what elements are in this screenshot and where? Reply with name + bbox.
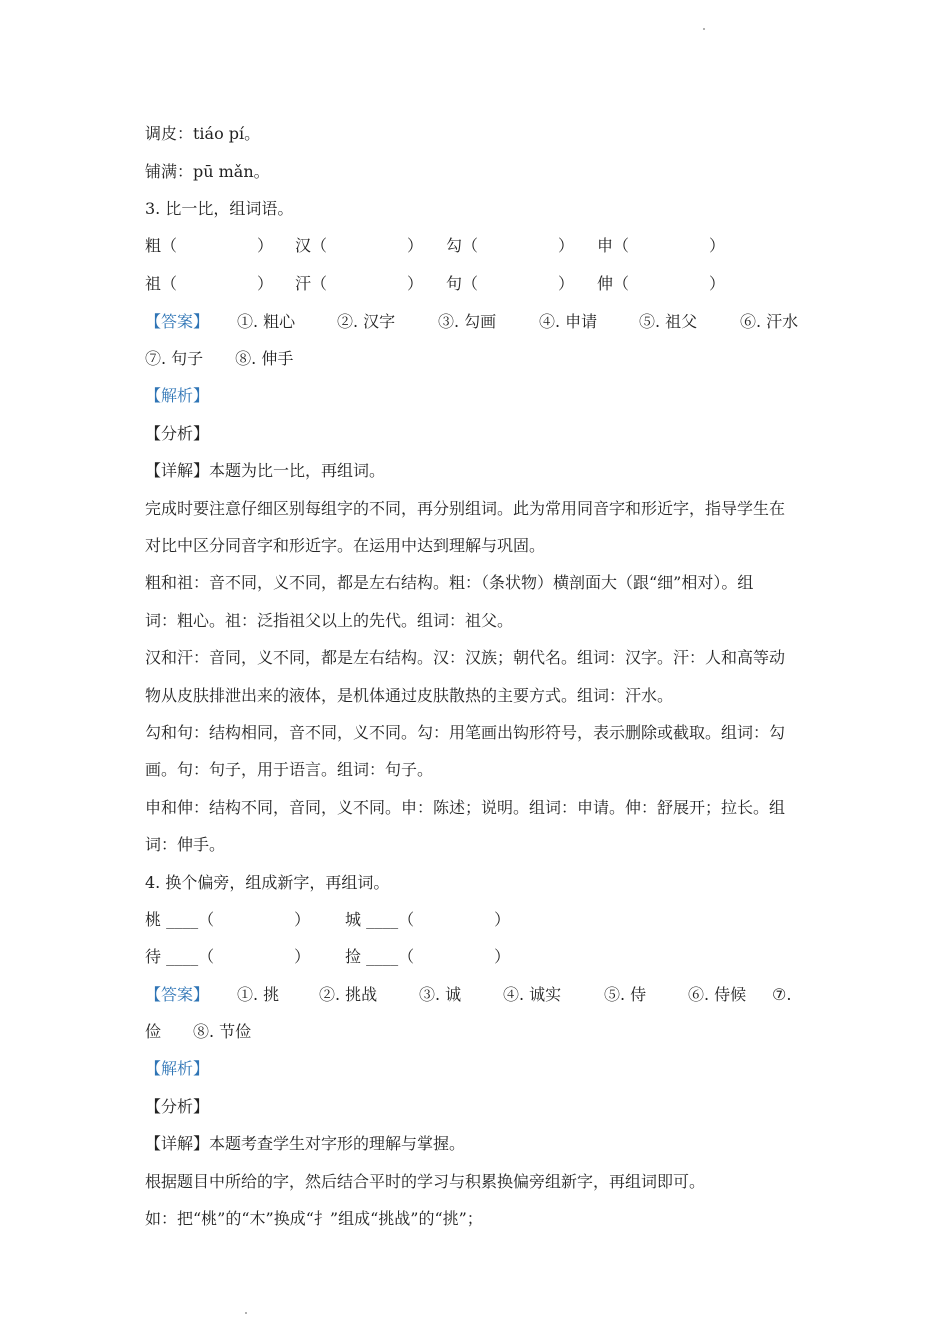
q3-item: 粗（ ） xyxy=(145,236,274,255)
paragraph-line: 对比中区分同音字和形近字。在运用中达到理解与巩固。 xyxy=(145,536,546,555)
q3-item: 伸（ ） xyxy=(597,274,726,293)
answer-tag: 【答案】 xyxy=(145,312,210,331)
detail-line: 【详解】本题为比一比，再组词。 xyxy=(145,461,386,480)
paragraph-line: 完成时要注意仔细区别每组字的不同，再分别组词。此为常用同音字和形近字，指导学生在 xyxy=(145,499,786,518)
fenxi-label: 【分析】 xyxy=(145,1097,210,1116)
paragraph-line: 粗和祖：音不同，义不同，都是左右结构。粗：（条状物）横剖面大（跟“细”相对）。组 xyxy=(145,573,754,592)
answer-item: ⑥. 侍候 xyxy=(688,985,747,1004)
q3-item: 申（ ） xyxy=(597,236,726,255)
q4-item: 待 ____（ ） xyxy=(145,947,311,966)
answer-item: ⑤. 祖父 xyxy=(639,312,698,331)
answer-item: ②. 挑战 xyxy=(319,985,378,1004)
q3-item: 汉（ ） xyxy=(295,236,424,255)
answer-item: ③. 诚 xyxy=(419,985,462,1004)
corner-mark xyxy=(703,28,705,30)
paragraph-line: 汉和汗：音同，义不同，都是左右结构。汉：汉族；朝代名。组词：汉字。汗：人和高等动 xyxy=(145,648,786,667)
answer-tag: 【答案】 xyxy=(145,985,210,1004)
pinyin-line-tiaopi: 调皮：tiáo pí。 xyxy=(145,124,261,143)
q3-item: 句（ ） xyxy=(446,274,575,293)
pinyin-line-puman: 铺满：pū mǎn。 xyxy=(145,162,270,181)
answer-item: ⑤. 侍 xyxy=(604,985,647,1004)
paragraph-line: 申和伸：结构不同，音同，义不同。申：陈述；说明。组词：申请。伸：舒展开；拉长。组 xyxy=(145,798,786,817)
q4-item: 城 ____（ ） xyxy=(345,910,511,929)
paragraph-line: 如：把“桃”的“木”换成“扌”组成“挑战”的“挑”； xyxy=(145,1209,483,1228)
answer-item: ⑥. 汗水 xyxy=(740,312,799,331)
answer-3-continued: ⑦. 句子 ⑧. 伸手 xyxy=(145,349,294,368)
q4-item: 捡 ____（ ） xyxy=(345,947,511,966)
answer-item: ⑦. xyxy=(772,985,792,1004)
paragraph-line: 根据题目中所给的字，然后结合平时的学习与积累换偏旁组新字，再组词即可。 xyxy=(145,1172,706,1191)
analysis-tag: 【解析】 xyxy=(145,1059,210,1078)
q3-item: 勾（ ） xyxy=(446,236,575,255)
q3-row-2 xyxy=(0,274,950,296)
answer-4-continued: 俭 ⑧. 节俭 xyxy=(145,1022,252,1041)
answer-item: ②. 汉字 xyxy=(337,312,396,331)
paragraph-line: 画。句：句子，用于语言。组词：句子。 xyxy=(145,760,434,779)
analysis-tag: 【解析】 xyxy=(145,386,210,405)
detail-line: 【详解】本题考查学生对字形的理解与掌握。 xyxy=(145,1134,466,1153)
answer-item: ④. 诚实 xyxy=(503,985,562,1004)
answer-3-line xyxy=(0,312,950,334)
q4-row-1 xyxy=(0,910,950,932)
fenxi-label: 【分析】 xyxy=(145,424,210,443)
paragraph-line: 物从皮肤排泄出来的液体，是机体通过皮肤散热的主要方式。组词：汗水。 xyxy=(145,686,674,705)
q3-row-1 xyxy=(0,236,950,258)
answer-item: ①. 挑 xyxy=(237,985,280,1004)
answer-item: ①. 粗心 xyxy=(237,312,296,331)
paragraph-line: 词：粗心。祖：泛指祖父以上的先代。组词：祖父。 xyxy=(145,611,514,630)
paragraph-line: 词：伸手。 xyxy=(145,835,226,854)
answer-item: ④. 申请 xyxy=(539,312,598,331)
q4-item: 桃 ____（ ） xyxy=(145,910,311,929)
question-4-title: 4. 换个偏旁，组成新字，再组词。 xyxy=(145,873,390,892)
question-3-title: 3. 比一比，组词语。 xyxy=(145,199,294,218)
answer-4-line xyxy=(0,985,950,1007)
q3-item: 祖（ ） xyxy=(145,274,274,293)
q4-row-2 xyxy=(0,947,950,969)
footer-mark xyxy=(245,1312,247,1314)
paragraph-line: 勾和句：结构相同，音不同，义不同。勾：用笔画出钩形符号，表示删除或截取。组词：勾 xyxy=(145,723,786,742)
answer-item: ③. 勾画 xyxy=(438,312,497,331)
q3-item: 汗（ ） xyxy=(295,274,424,293)
